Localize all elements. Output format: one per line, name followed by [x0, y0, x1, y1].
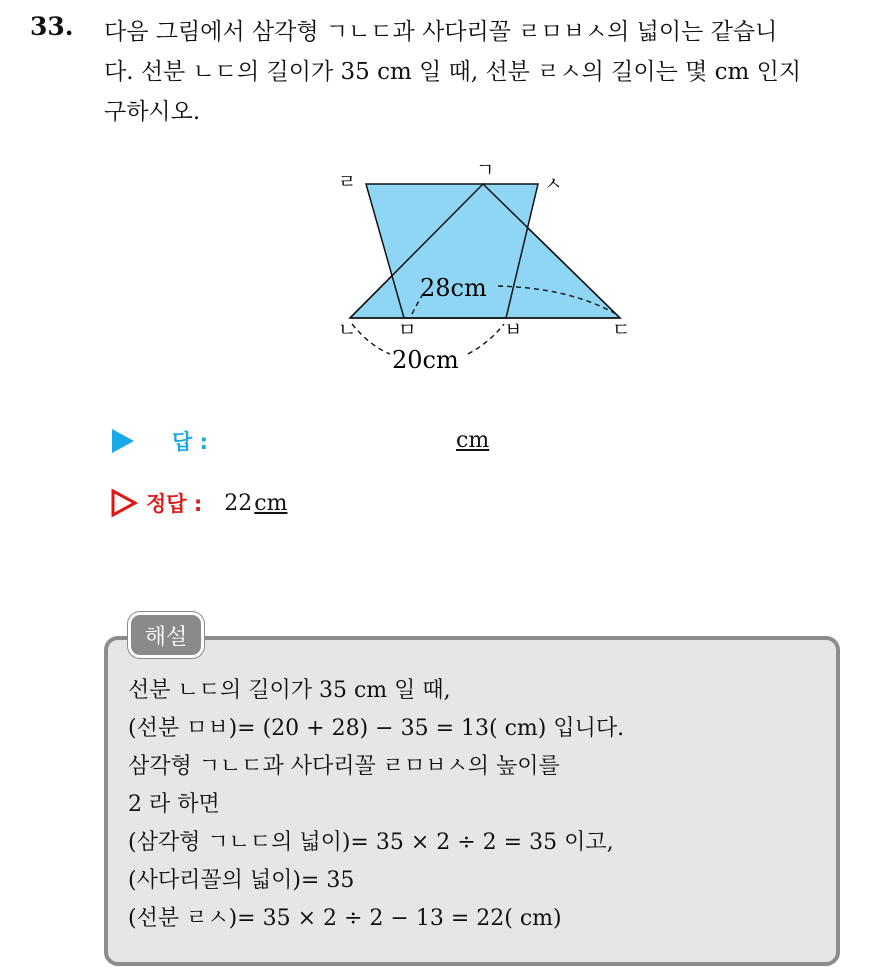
label-s: ㅅ	[544, 173, 563, 195]
solution-line: 선분 ㄴㄷ의 길이가 35 cm 일 때,	[128, 678, 451, 703]
measure-arc-20	[352, 324, 390, 354]
label-g: ㄱ	[476, 159, 495, 181]
solution-line: (선분 ㄹㅅ)= 35 × 2 ÷ 2 − 13 = 22( cm)	[128, 906, 562, 931]
label-m: ㅁ	[398, 319, 417, 341]
solution-line: 삼각형 ㄱㄴㄷ과 사다리꼴 ㄹㅁㅂㅅ의 높이를	[128, 754, 560, 779]
outline-arrow-icon	[110, 489, 138, 517]
correct-answer-unit: cm	[254, 490, 288, 516]
answer-label: 답 :	[172, 430, 208, 454]
label-b: ㅂ	[504, 319, 523, 341]
solution-line: 2 라 하면	[128, 792, 220, 817]
solution-tag: 해설	[128, 612, 204, 658]
answer-unit[interactable]: cm	[456, 428, 490, 453]
correct-answer-label: 정답 :	[146, 492, 203, 516]
measure-label-28: 28cm	[420, 274, 487, 302]
solution-line: (삼각형 ㄱㄴㄷ의 넓이)= 35 × 2 ÷ 2 = 35 이고,	[128, 830, 614, 855]
label-r: ㄹ	[338, 171, 357, 193]
label-d: ㄷ	[612, 319, 631, 341]
play-arrow-icon	[110, 428, 136, 454]
question-line: 다. 선분 ㄴㄷ의 길이가 35 cm 일 때, 선분 ㄹㅅ의 길이는 몇 cm 인지	[104, 59, 802, 85]
geometry-figure	[320, 158, 640, 388]
solution-line: (사다리꼴의 넓이)= 35	[128, 868, 355, 893]
measure-arc-20-right	[468, 324, 504, 354]
correct-answer-row	[110, 488, 287, 518]
correct-answer-value: 22	[224, 490, 253, 516]
measure-label-20: 20cm	[392, 346, 459, 374]
question-number: 33.	[30, 12, 74, 41]
question-line: 구하시오.	[104, 99, 201, 125]
label-n: ㄴ	[338, 319, 357, 341]
question-text	[104, 12, 864, 132]
solution-line: (선분 ㅁㅂ)= (20 + 28) − 35 = 13( cm) 입니다.	[128, 716, 625, 741]
solution-text	[128, 672, 624, 938]
question-line: 다음 그림에서 삼각형 ㄱㄴㄷ과 사다리꼴 ㄹㅁㅂㅅ의 넓이는 같습니	[104, 19, 778, 45]
answer-row	[110, 426, 490, 456]
